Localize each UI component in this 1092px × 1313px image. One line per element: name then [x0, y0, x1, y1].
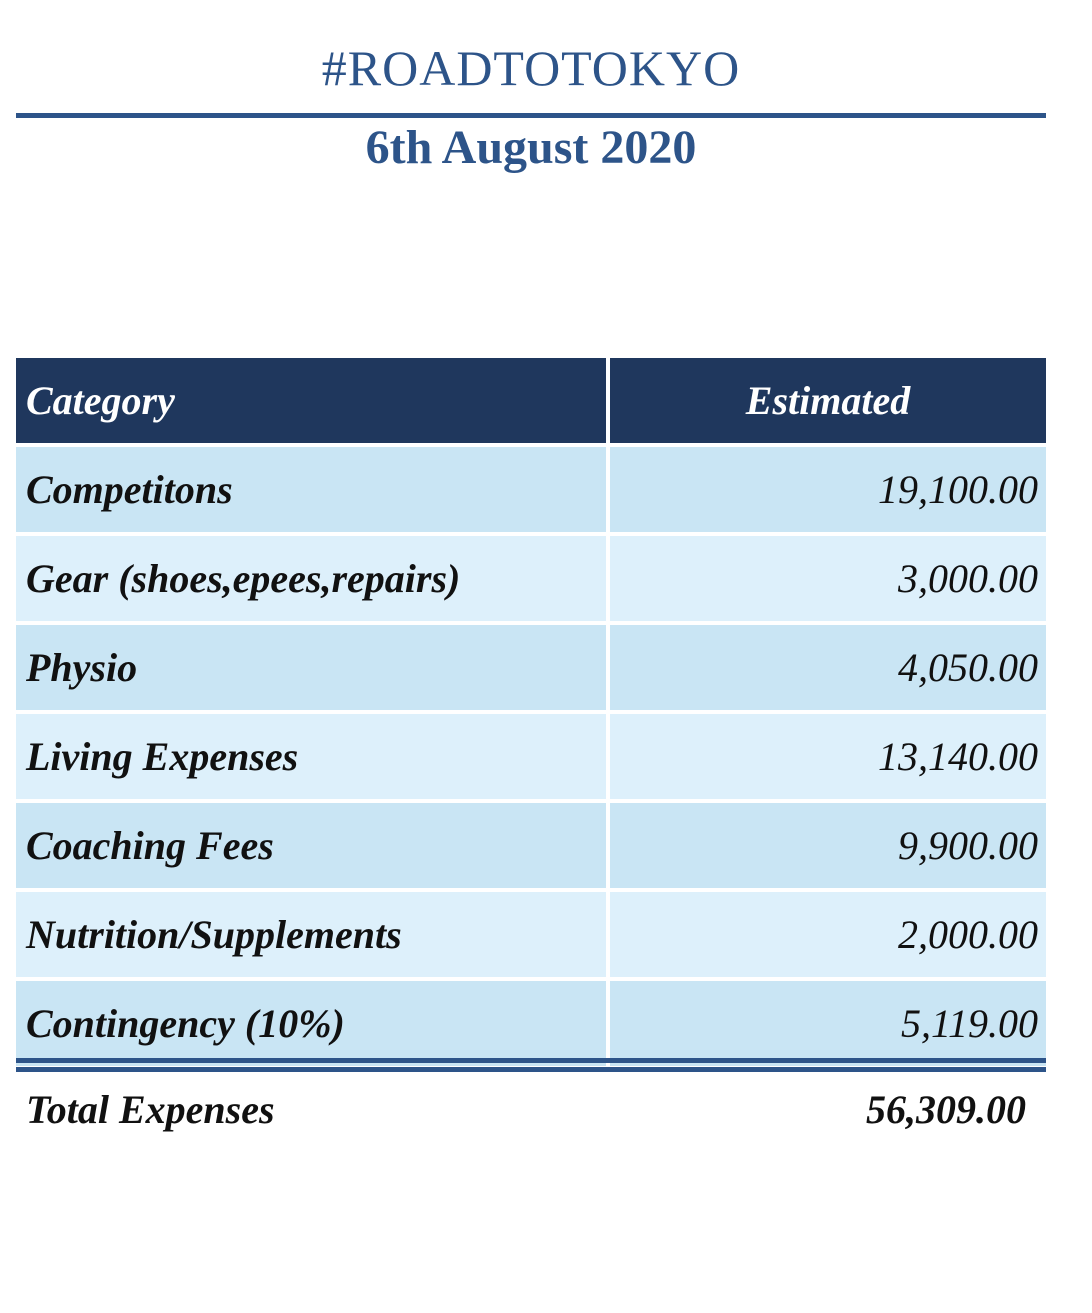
page-date: 6th August 2020	[365, 121, 697, 174]
category-cell: Coaching Fees	[16, 803, 606, 888]
category-cell: Living Expenses	[16, 714, 606, 799]
estimated-cell: 13,140.00	[610, 714, 1046, 799]
expenses-table	[16, 358, 1046, 1070]
estimated-cell: 5,119.00	[610, 981, 1046, 1066]
table-row	[16, 892, 1046, 977]
estimated-cell: 2,000.00	[610, 892, 1046, 977]
page-title: #ROADTOTOKYO	[321, 40, 741, 96]
total-value: 56,309.00	[866, 1087, 1026, 1132]
table-row	[16, 803, 1046, 888]
category-cell: Competitons	[16, 447, 606, 532]
total-row	[16, 1078, 1046, 1142]
column-header-estimated: Estimated	[610, 358, 1046, 443]
divider-line	[16, 1058, 1046, 1063]
table-row	[16, 536, 1046, 621]
divider-line	[16, 1067, 1046, 1072]
total-label: Total Expenses	[26, 1087, 275, 1132]
table-header-row	[16, 358, 1046, 443]
column-header-category: Category	[16, 358, 606, 443]
category-cell: Contingency (10%)	[16, 981, 606, 1066]
category-cell: Physio	[16, 625, 606, 710]
estimated-cell: 3,000.00	[610, 536, 1046, 621]
table-row	[16, 981, 1046, 1066]
table-row	[16, 447, 1046, 532]
estimated-cell: 4,050.00	[610, 625, 1046, 710]
category-cell: Nutrition/Supplements	[16, 892, 606, 977]
total-divider	[16, 1058, 1046, 1072]
table-row	[16, 714, 1046, 799]
estimated-cell: 9,900.00	[610, 803, 1046, 888]
estimated-cell: 19,100.00	[610, 447, 1046, 532]
table-row	[16, 625, 1046, 710]
category-cell: Gear (shoes,epees,repairs)	[16, 536, 606, 621]
